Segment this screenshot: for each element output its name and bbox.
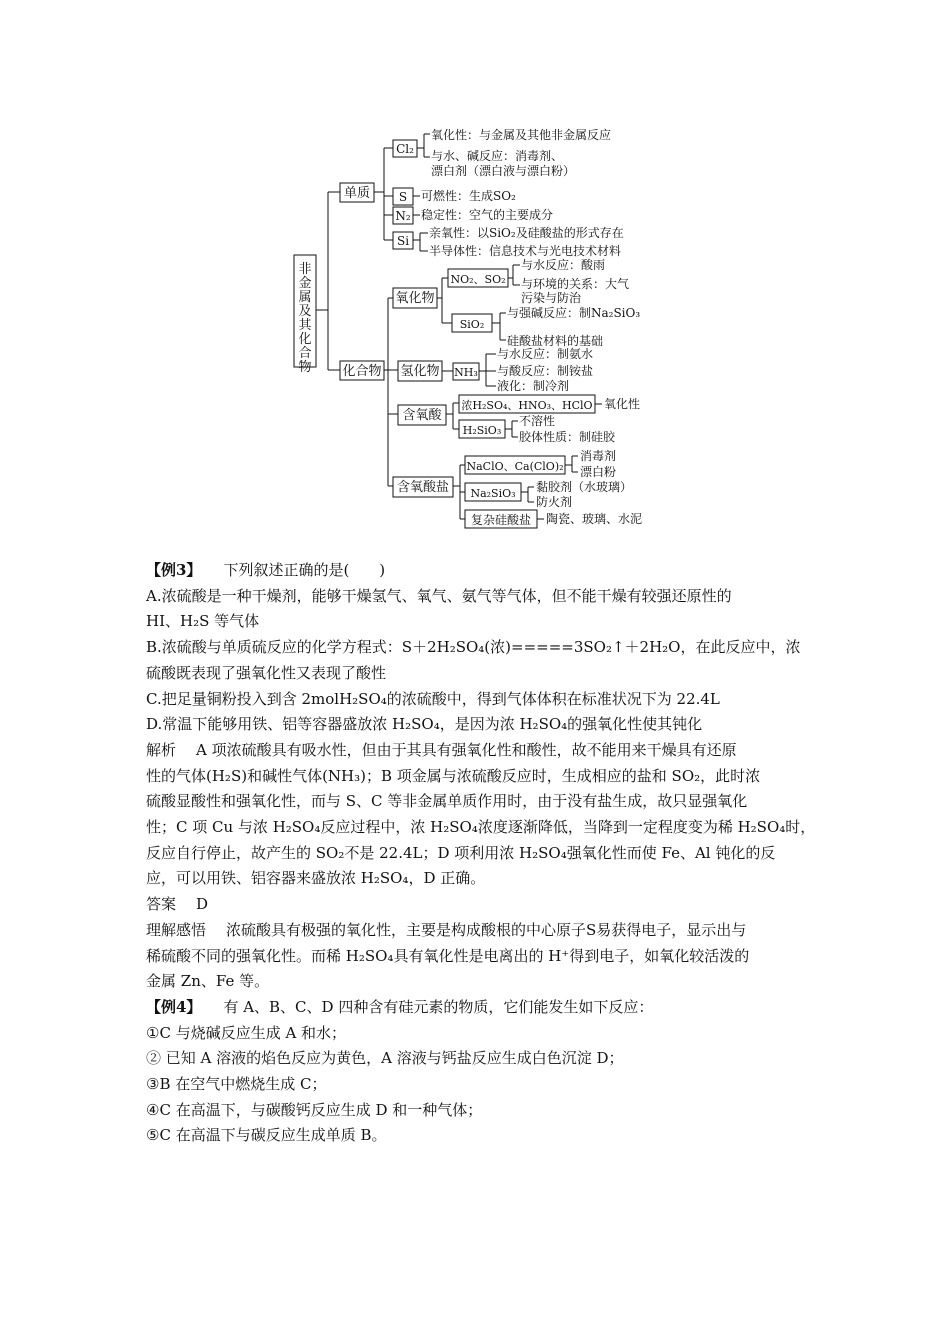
cl2-prop-2: 与水、碱反应：消毒剂、 (431, 149, 564, 163)
elements-label: 单质 (343, 186, 371, 201)
sio2-label: SiO₂ (459, 318, 485, 331)
n2-label: N₂ (395, 209, 411, 223)
nh3-prop-1: 与水反应：制氨水 (497, 347, 594, 361)
s-label: S (398, 190, 408, 204)
insight-line-2: 稀硫酸不同的强氧化性。而稀 H₂SO₄具有氧化性是电离出的 H⁺得到电子，如氧化较活泼的 (146, 946, 750, 965)
item-2: ② 已知 A 溶液的焰色反应为黄色，A 溶液与钙盐反应生成白色沉淀 D； (146, 1049, 624, 1068)
option-b-line-1: B.浓硫酸与单质硫反应的化学方程式：S＋2H₂SO₄(浓)=====3SO₂↑＋2H₂O，在此反应中，浓 (146, 638, 801, 657)
insight-line-3: 金属 Zn、Fe 等。 (146, 972, 270, 991)
example3-tag: 【例3】 (146, 561, 202, 579)
naclo-prop-1: 消毒剂 (580, 449, 617, 463)
option-a-line-1: A.浓硫酸是一种干燥剂，能够干燥氢气、氧气、氨气等气体，但不能干燥有较强还原性的 (146, 586, 732, 605)
oxides-label: 氧化物 (395, 291, 435, 306)
example3-question: 【例3】 下列叙述正确的是( ) (146, 561, 386, 579)
analysis-line-5: 反应自行停止，故产生的 SO₂不是 22.4L；D 项利用浓 H₂SO₄强氧化性而使 Fe、Al 钝化的反 (146, 843, 776, 862)
document-body (146, 558, 816, 1149)
strong-acid-prop: 氧化性 (604, 397, 641, 411)
cl2-prop-1: 氧化性：与金属及其他非金属反应 (431, 128, 612, 142)
concept-map-diagram (0, 0, 950, 540)
na2sio3-prop-1: 黏胶剂（水玻璃） (536, 480, 633, 494)
root-label: 非金属及其化合物 (298, 262, 312, 375)
hydrides-label: 氢化物 (400, 364, 440, 379)
item-4: ④C 在高温下，与碳酸钙反应生成 D 和一种气体； (146, 1100, 483, 1119)
option-d: D.常温下能够用铁、铝等容器盛放浓 H₂SO₄，是因为浓 H₂SO₄的强氧化性使其钝化 (146, 715, 703, 734)
si-prop-1: 亲氧性：以SiO₂及硅酸盐的形式存在 (429, 226, 624, 240)
no2-so2-label: NO₂、SO₂ (450, 273, 506, 286)
option-c: C.把足量铜粉投入到含 2molH₂SO₄的浓硫酸中，得到气体体积在标准状况下为 22.4L (146, 689, 720, 708)
example4-tag: 【例4】 (146, 997, 202, 1016)
nh3-prop-2: 与酸反应：制铵盐 (497, 364, 594, 378)
naclo-label: NaClO、Ca(ClO)₂ (466, 460, 564, 473)
item-1: ①C 与烧碱反应生成 A 和水； (146, 1023, 347, 1042)
sio2-prop-1: 与强碱反应：制Na₂SiO₃ (507, 306, 641, 320)
oxyacids-label: 含氧酸 (402, 408, 442, 423)
si-label: Si (396, 234, 410, 248)
strong-acid-label: 浓H₂SO₄、HNO₃、HClO (461, 399, 593, 412)
cl2-label: Cl₂ (396, 142, 414, 156)
silicate-label: 复杂硅酸盐 (470, 513, 532, 527)
analysis-line-3: 硫酸显酸性和强氧化性，而与 S、C 等非金属单质作用时，由于没有盐生成，故只显强氧化 (146, 792, 748, 811)
h2sio3-label: H₂SiO₃ (462, 424, 502, 437)
si-prop-2: 半导体性：信息技术与光电技术材料 (429, 244, 622, 258)
no2-prop-3: 污染与防治 (521, 291, 582, 305)
analysis-line-6: 应，可以用铁、铝容器来盛放浓 H₂SO₄，D 正确。 (146, 869, 486, 888)
item-5: ⑤C 在高温下与碳反应生成单质 B。 (146, 1126, 387, 1145)
analysis-line-1: 解析 A 项浓硫酸具有吸水性，但由于其具有强氧化性和酸性，故不能用来干燥具有还原 (146, 740, 737, 759)
h2sio3-prop-2: 胶体性质：制硅胶 (519, 430, 616, 444)
example4-question: 【例4】 有 A、B、C、D 四种含有硅元素的物质，它们能发生如下反应： (146, 997, 654, 1016)
analysis-line-4: 性；C 项 Cu 与浓 H₂SO₄反应过程中，浓 H₂SO₄浓度逐渐降低，当降到一定程度变为稀 H₂SO₄时， (146, 818, 816, 837)
silicate-prop: 陶瓷、玻璃、水泥 (546, 512, 643, 526)
oxysalts-label: 含氧酸盐 (396, 480, 450, 495)
analysis-tag: 解析 (146, 740, 177, 759)
option-b-line-2: 硫酸既表现了强氧化性又表现了酸性 (146, 663, 387, 682)
cl2-prop-3: 漂白剂（漂白液与漂白粉） (431, 164, 576, 178)
item-3: ③B 在空气中燃烧生成 C； (146, 1075, 327, 1094)
n2-prop: 稳定性：空气的主要成分 (421, 208, 554, 222)
answer-line (146, 892, 816, 918)
s-prop: 可燃性：生成SO₂ (421, 189, 516, 203)
na2sio3-prop-2: 防火剂 (536, 495, 573, 509)
compounds-label: 化合物 (342, 364, 382, 379)
insight-tag: 理解感悟 (146, 920, 207, 939)
analysis-line-2: 性的气体(H₂S)和碱性气体(NH₃)；B 项金属与浓硫酸反应时，生成相应的盐和 SO₂，此时浓 (146, 766, 761, 785)
no2-prop-1: 与水反应：酸雨 (521, 258, 606, 272)
insight-line-1: 理解感悟 浓硫酸具有极强的氧化性，主要是构成酸根的中心原子S易获得电子，显示出与 (146, 920, 747, 939)
nh3-prop-3: 液化：制冷剂 (497, 379, 570, 393)
sio2-prop-2: 硅酸盐材料的基础 (507, 334, 604, 348)
option-a-line-2: HI、H₂S 等气体 (146, 612, 260, 631)
h2sio3-prop-1: 不溶性 (519, 414, 556, 428)
answer-tag: 答案 (146, 895, 177, 914)
answer-value: D (196, 895, 209, 914)
naclo-prop-2: 漂白粉 (580, 465, 617, 479)
na2sio3-label: Na₂SiO₃ (470, 487, 516, 500)
nh3-label: NH₃ (454, 366, 478, 379)
no2-prop-2: 与环境的关系：大气 (521, 277, 630, 291)
